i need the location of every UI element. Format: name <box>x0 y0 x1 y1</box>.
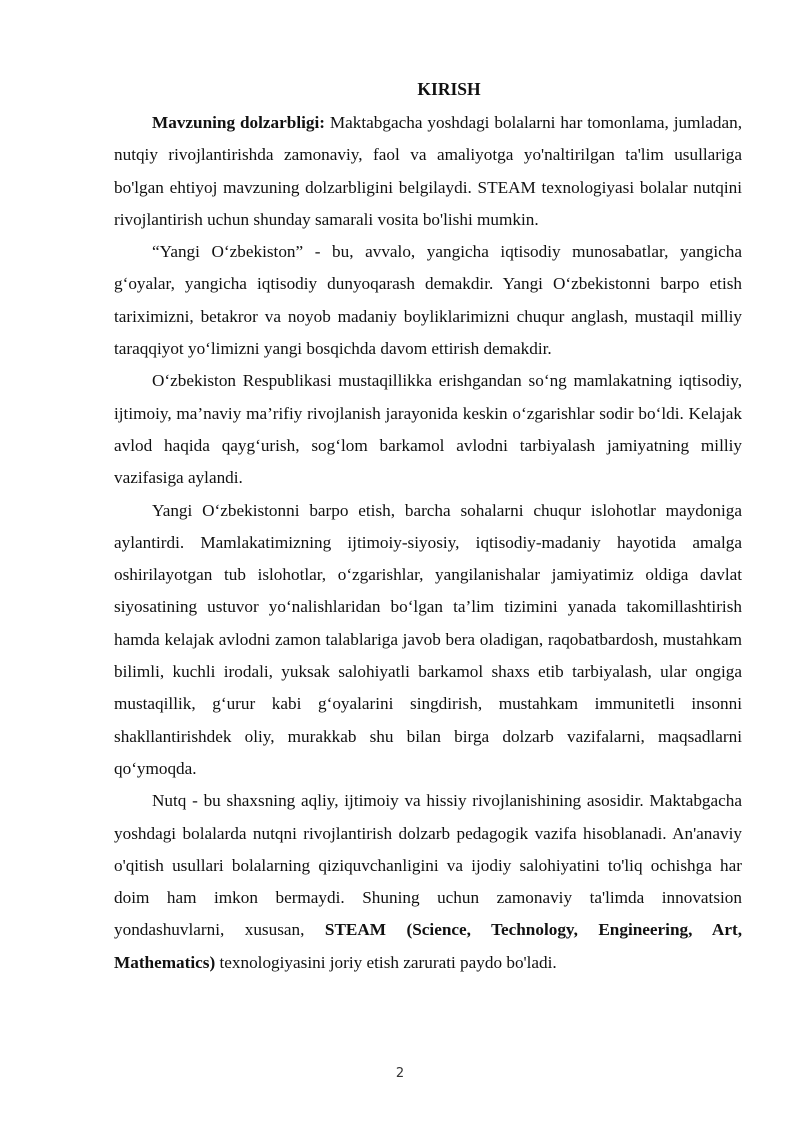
paragraph-new-uzbekistan: “Yangi O‘zbekiston” - bu, avvalo, yangicha iqtisodiy munosabatlar, yangicha g‘oyalar, yangicha iqtisodiy dunyoqarash demakdir. Yangi O‘zbekistonni barpo etish tariximizni, betakror va noyob madaniy boyliklarimizni chuqur anglash, mustaqil milliy taraqqiyot yo‘limizni yangi bosqichda davom ettirish demakdir. <box>114 242 742 359</box>
relevance-lead-label: Mavzuning dolzarbligi: <box>152 113 325 132</box>
document-page <box>114 74 742 979</box>
page-number: 2 <box>395 1066 405 1081</box>
speech-text-before: Nutq - bu shaxsning aqliy, ijtimoiy va hissiy rivojlanishining asosidir. Maktabgacha yoshdagi bolalarda nutqni rivojlantirish dolzarb pedagogik vazifa hisoblanadi. An'anaviy o'qitish usullari bolalarning qiziquvchanligini va ijodiy salohiyatini to'liq ochishga har doim ham imkon bermaydi. Shuning uchun zamonaviy ta'limda innovatsion yondashuvlarni, xususan, <box>114 791 742 940</box>
steam-bold-term: STEAM (Science, Technology, Engineering, Art, Mathematics) <box>114 920 742 972</box>
paragraph-speech-steam <box>114 785 742 979</box>
speech-text-after: texnologiyasini joriy etish zarurati paydo bo'ladi. <box>215 952 557 972</box>
page-title: KIRISH <box>417 79 481 99</box>
paragraph-reforms: Yangi O‘zbekistonni barpo etish, barcha sohalarni chuqur islohotlar maydoniga aylantirdi. Mamlakatimizning ijtimoiy-siyosiy, iqtisodiy-madaniy hayotida amalga oshirilayotgan tub islohotlar, o‘zgarishlar, yangilanishalar jamiyatimiz oldiga davlat siyosatining ustuvor yo‘nalishlaridan bo‘lgan ta’lim tizimini yanada takomillashtirish hamda kelajak avlodni zamon talablariga javob bera oladigan, raqobatbardosh, mustahkam bilimli, kuchli irodali, yuksak salohiyatli barkamol shaxs etib tarbiyalash, ular ongiga mustaqillik, g‘urur kabi g‘oyalarini singdirish, mustahkam immunitetli insonni shakllantirishdek oliy, murakkab shu bilan birga dolzarb vazifalarni, maqsadlarni qo‘ymoqda. <box>114 500 742 778</box>
relevance-text: Maktabgacha yoshdagi bolalarni har tomonlama, jumladan, nutqiy rivojlantirishda zamonaviy, faol va amaliyotga yo'naltirilgan ta'lim usullariga bo'lgan ehtiyoj mavzuning dolzarbligini belgilaydi. STEAM texnologiyasi bolalar nutqini rivojlantirish uchun shunday samarali vosita bo'lishi mumkin. <box>114 113 742 229</box>
paragraph-independence: O‘zbekiston Respublikasi mustaqillikka erishgandan so‘ng mamlakatning iqtisodiy, ijtimoiy, ma’naviy ma’rifiy rivojlanish jarayonida keskin o‘zgarishlar sodir bo‘ldi. Kelajak avlod haqida qayg‘urish, sog‘lom barkamol avlodni tarbiyalash jamiyatning milliy vazifasiga aylandi. <box>114 371 742 488</box>
paragraph-relevance <box>114 107 742 236</box>
